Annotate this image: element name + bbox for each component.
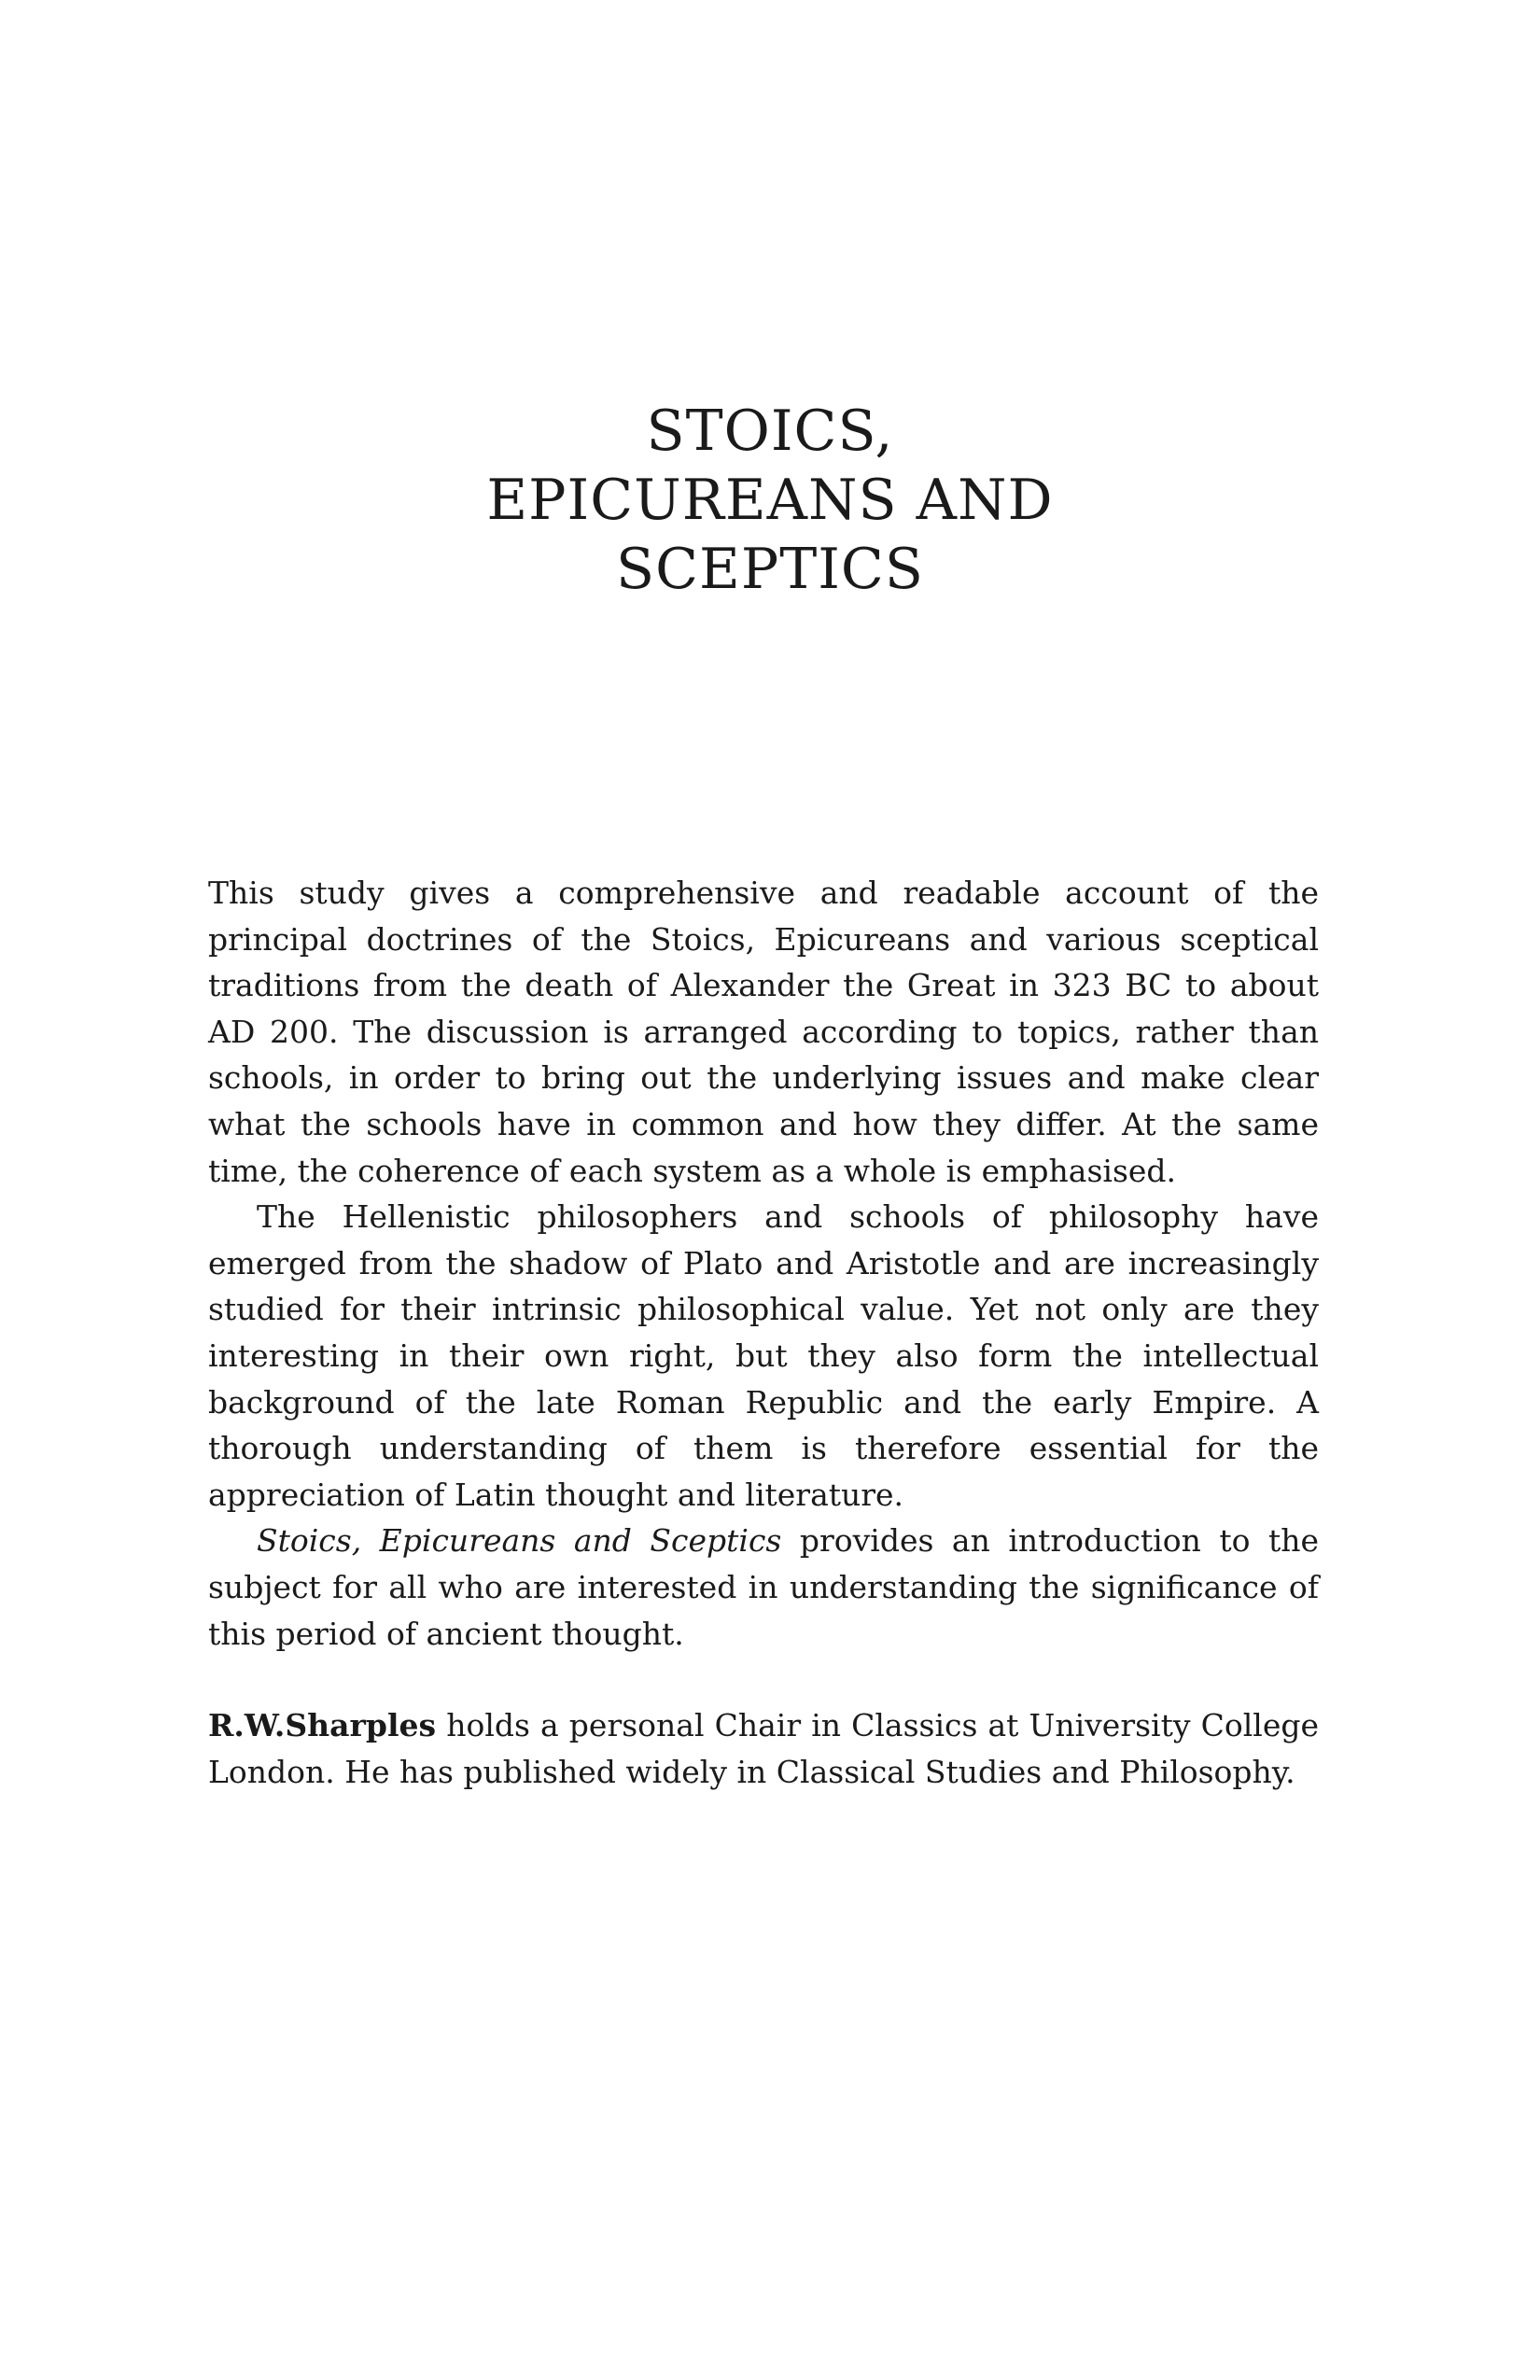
title-line-1: STOICS,	[646, 399, 894, 464]
author-name: R.W.Sharples	[208, 1707, 437, 1743]
book-title	[0, 397, 1540, 604]
author-bio	[208, 1702, 1319, 1795]
description-paragraph-2: The Hellenistic philosophers and schools of philosophy have emerged from the shadow of Plato and Aristotle and are increasingly studied for their intrinsic philosophical value. Yet not only are they interesting in their own right, but they also form the intellectual background of the late Roman Republic and the early Empire. A thorough understanding of them is therefore essential for the appreciation of Latin thought and literature.	[208, 1198, 1319, 1513]
description-paragraph-3	[208, 1518, 1319, 1657]
description-paragraph-1: This study gives a comprehensive and readable account of the principal doctrines of the Stoics, Epicureans and various sceptical traditions from the death of Alexander the Great in 323 BC to about AD 200. The discussion is arranged according to topics, rather than schools, in order to bring out the underlying issues and make clear what the schools have in common and how they differ. At the same time, the coherence of each system as a whole is emphasised.	[208, 875, 1319, 1189]
title-line-2: EPICUREANS AND	[486, 468, 1054, 533]
author-bio-text: holds a personal Chair in Classics at University College London. He has published widely in Classical Studies and Philosophy.	[208, 1707, 1319, 1790]
book-title-italic: Stoics, Epicureans and Sceptics	[257, 1522, 782, 1560]
title-line-3: SCEPTICS	[616, 537, 924, 602]
book-description	[208, 870, 1319, 1657]
author-bio-paragraph	[208, 1702, 1319, 1795]
description-paragraph-3-text: provides an introduction to the subject for all who are interested in understanding the significance of this period of ancient thought.	[208, 1522, 1319, 1652]
